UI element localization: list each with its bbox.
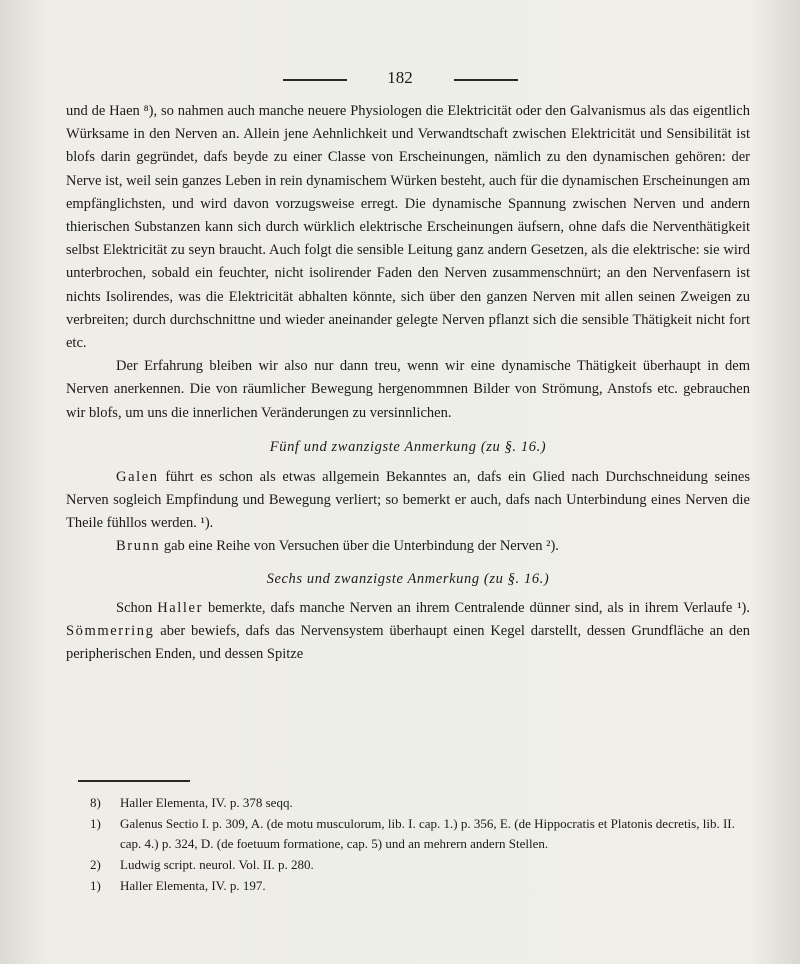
header-rule-left [283,79,347,81]
footnote-text: Ludwig script. neurol. Vol. II. p. 280. [120,857,314,872]
section-heading-26: Sechs und zwanzigste Anmerkung (zu §. 16.) [266,570,550,587]
galen-text: führt es schon als etwas allgemein Bekanntes an, dafs ein Glied nach Durchschneidung seines Nerven sogleich Empfindung und Bewegung verliert; so bemerkt er auch, dafs nach Unterbindung eines Nerven die Theile fühllos werden. ¹). [66,468,750,532]
footnote [90,793,754,813]
paragraph-brunn [66,535,750,558]
page-body [66,100,750,666]
brunn-text: gab eine Reihe von Versuchen über die Unterbindung der Nerven ²). [160,538,559,555]
paragraph-haller [66,597,750,667]
haller-pre: Schon [116,599,158,616]
paragraph-galen [66,466,750,536]
page-number: 182 [387,68,413,87]
section-heading-25: Fünf und zwanzigste Anmerkung (zu §. 16.) [269,438,547,455]
footnote [90,876,754,896]
footnote-text: Haller Elementa, IV. p. 378 seqq. [120,795,293,810]
footnote [90,814,754,854]
paragraph-continued: und de Haen ⁸), so nahmen auch manche neuere Physiologen die Elektricität oder den Galvanismus als das eigentlich Würksame in den Nerven an. Allein jene Aehnlichkeit und Verwandtschaft zwischen Elektricität und Sensibilität ist blofs darin gegründet, dafs beyde zu einer Classe von Erscheinungen, nämlich zu den dynamischen gehören: der Nerve ist, weil sein ganzes Leben in rein dynamischem Würken besteht, auch für die dynamischen Erscheinungen am empfänglichsten, und wird davon vorzugsweise erregt. Die dynamische Spannung zwischen Nerven und andern thierischen Substanzen kann sich durch würklich elektrische Erscheinungen äufsern, ohne dafs die Nerventhätigkeit selbst Elektricität zu seyn braucht. Auch folgt die sensible Leitung ganz andern Gesetzen, als die elektrische: sie wird unterbrochen, sobald ein feuchter, nicht isolirender Faden den Nerven zusammenschnürt; an den Nervenfasern ist nichts Isolirendes, was die Elektricität abhalten könnte, sich über den ganzen Nerven mit allen seinen Zweigen zu verbreiten; durch durchschnittne und wieder aneinander gelegte Nerven pflanzt sich die sensible Thätigkeit nicht fort etc. [66,103,750,352]
name-galen: Galen [116,468,159,485]
paragraph-experience: Der Erfahrung bleiben wir also nur dann treu, wenn wir eine dynamische Thätigkeit überhaupt in dem Nerven anerkennen. Die von räumlicher Bewegung hergenommnen Bilder von Strömung, Anstofs etc. gebrauchen wir blofs, um uns die innerlichen Veränderungen zu versinnlichen. [66,358,750,421]
soemmerring-text: aber bewiefs, dafs das Nervensystem überhaupt einen Kegel darstellt, dessen Grundfläche an den peripherischen Enden, und dessen Spitze [66,622,750,663]
footnote-mark: 1) [90,816,101,831]
footnote-text: Haller Elementa, IV. p. 197. [120,878,266,893]
header-rule-right [454,79,518,81]
footnote-text: Galenus Sectio I. p. 309, A. (de motu musculorum, lib. I. cap. 1.) p. 356, E. (de Hippocratis et Platonis decretis, lib. II. cap. 4.) p. 324, D. (de foetuum formatione, cap. 5) und an mehrern andern Stellen. [120,816,735,851]
footnote-mark: 1) [90,878,101,893]
footnote-rule [78,780,190,782]
footnote-mark: 8) [90,795,101,810]
footnote [90,855,754,875]
name-haller: Haller [157,599,204,616]
name-brunn: Brunn [116,538,161,555]
footnotes [90,793,754,896]
haller-text: bemerkte, dafs manche Nerven an ihrem Centralende dünner sind, als in ihrem Verlaufe ¹). [203,599,750,616]
name-soemmerring: Sömmerring [66,622,155,639]
page-header [0,68,800,92]
footnote-mark: 2) [90,857,101,872]
